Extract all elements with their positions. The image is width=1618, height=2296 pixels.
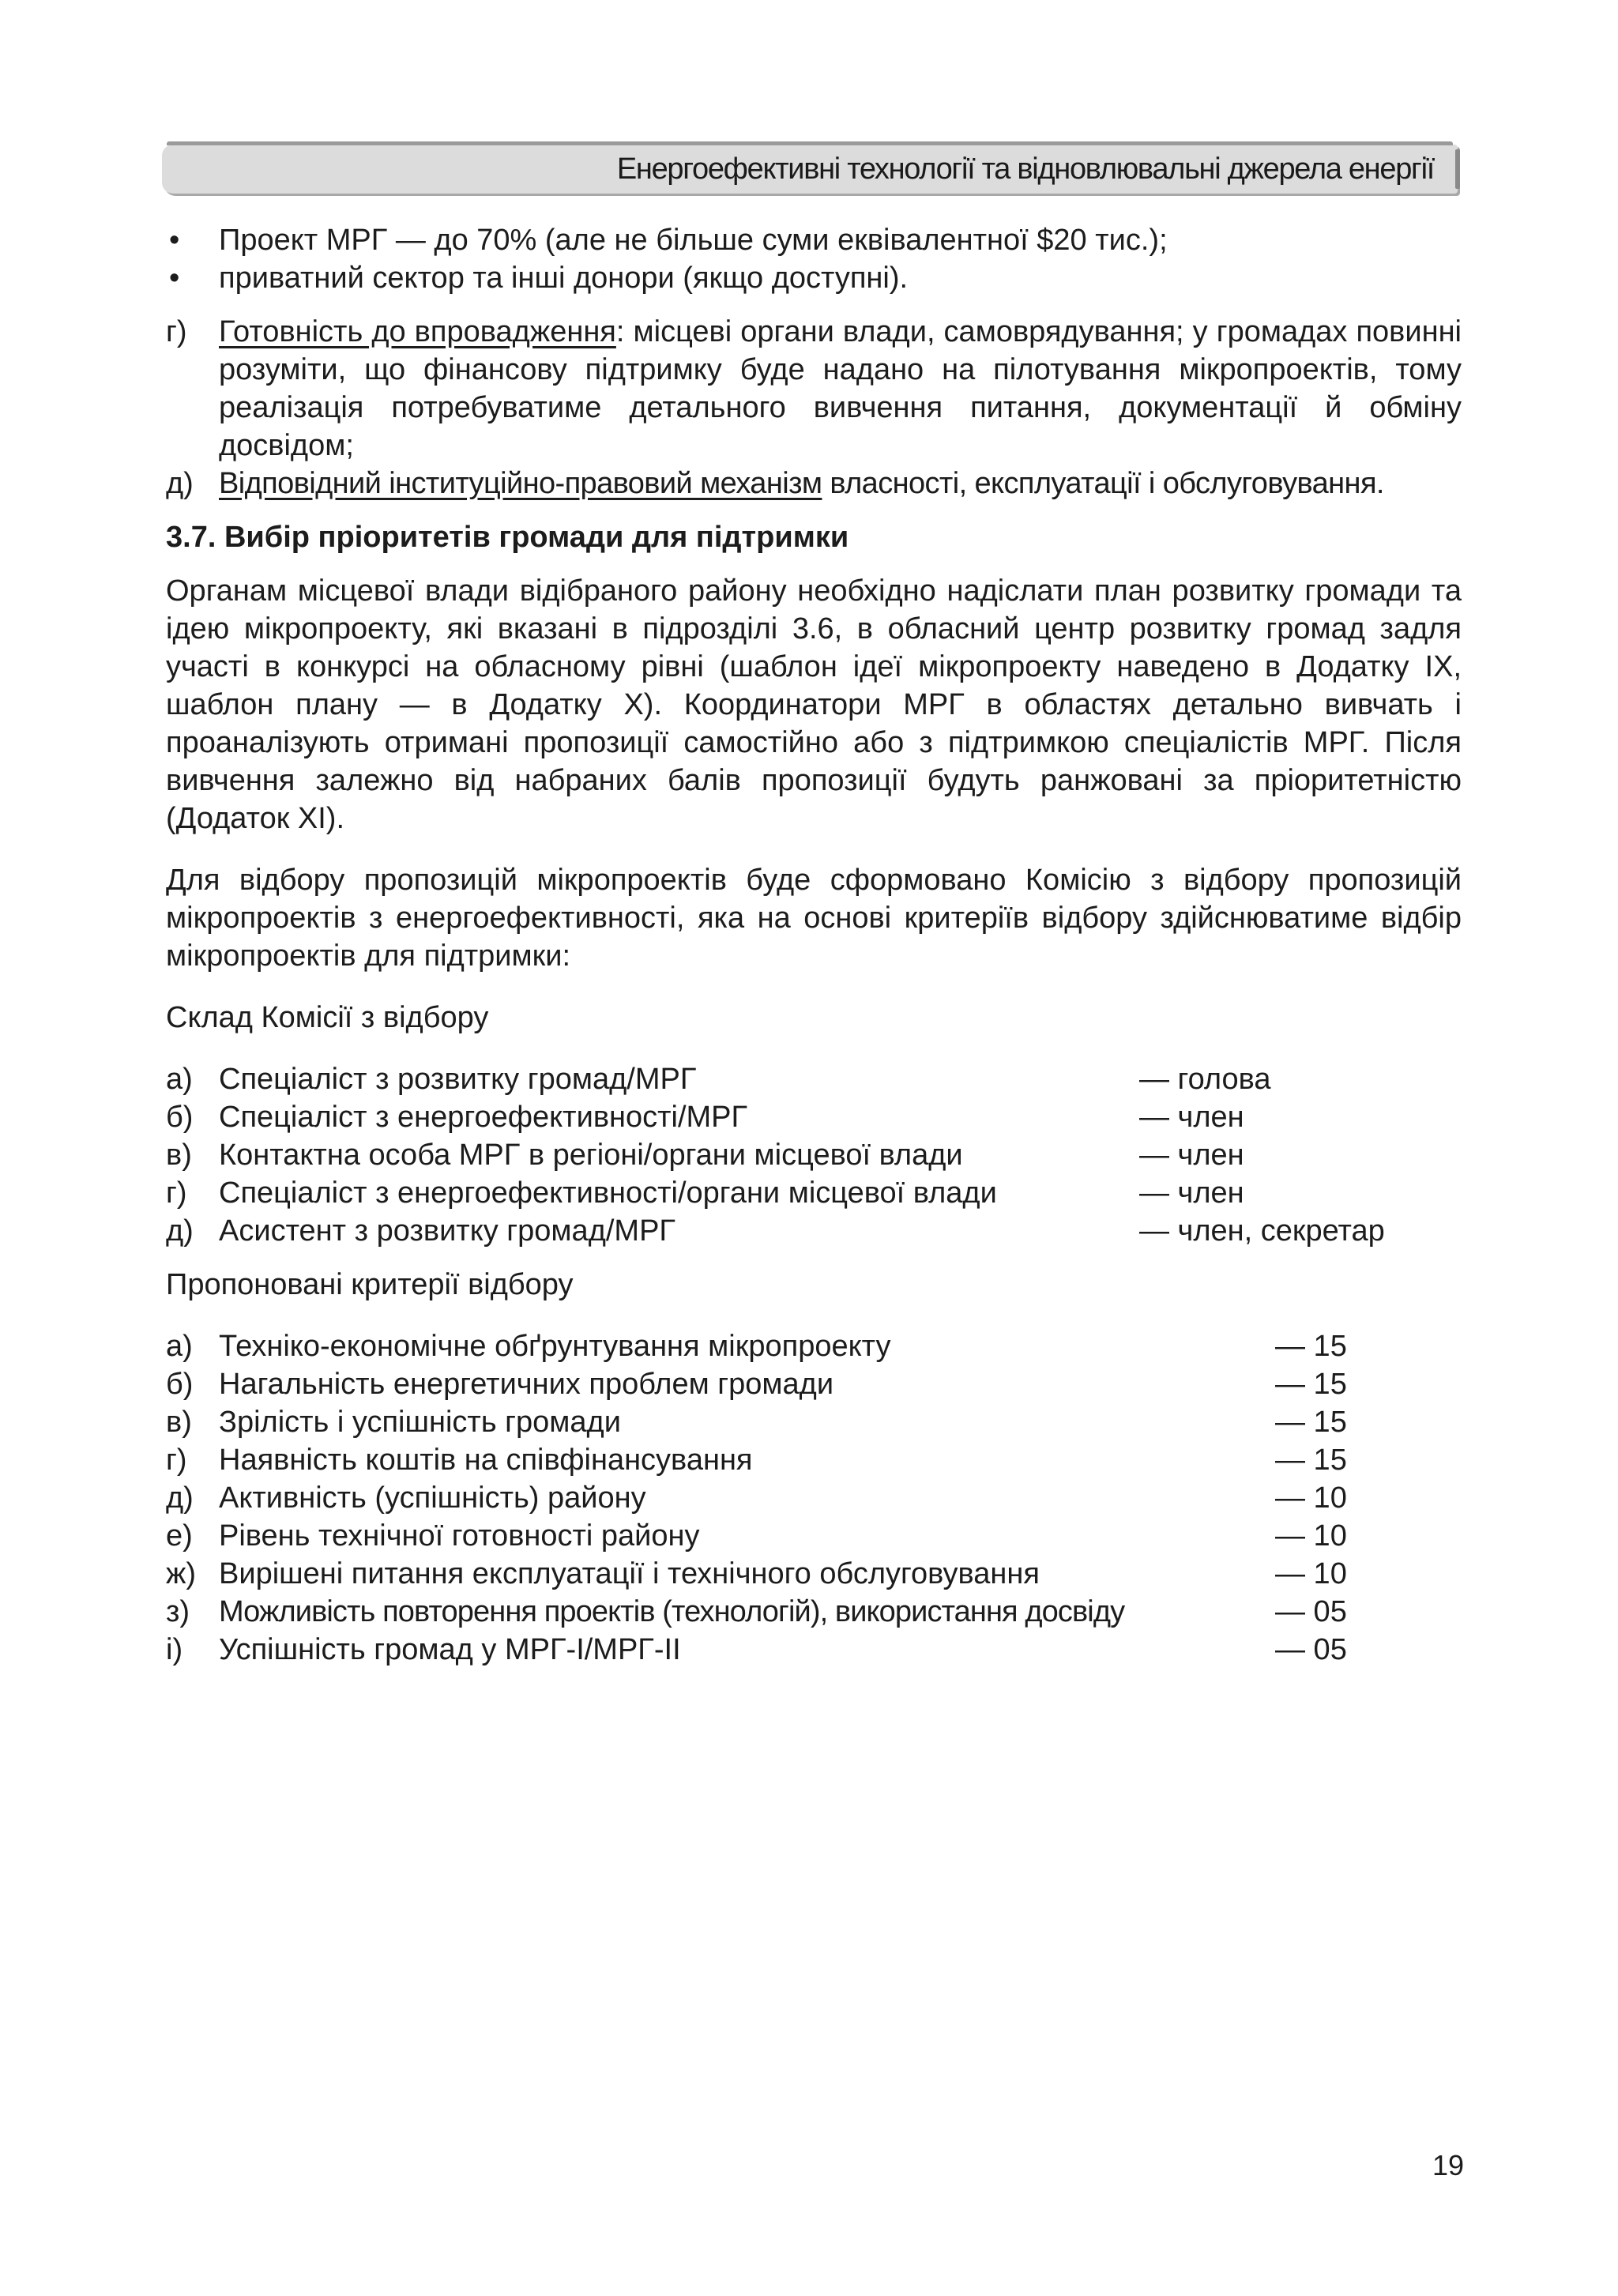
criteria-item <box>166 1517 1462 1555</box>
bullet-text: приватний сектор та інші донори (якщо доступні). <box>219 262 909 295</box>
member-role: — член <box>1139 1176 1244 1210</box>
list-marker: в) <box>166 1139 192 1172</box>
criteria-item <box>166 1441 1462 1479</box>
criteria-score: — 15 <box>1275 1368 1347 1401</box>
bullet-icon: • <box>169 262 180 295</box>
commission-title: Склад Комісії з відбору <box>166 1001 489 1034</box>
criteria-score: — 15 <box>1275 1330 1347 1363</box>
list-item-body: власності, експлуатації і обслуговування. <box>822 467 1384 500</box>
list-marker: з) <box>166 1595 190 1628</box>
list-marker: д) <box>166 467 194 500</box>
criteria-title: Пропоновані критерії відбору <box>166 1268 574 1301</box>
member-name: Асистент з розвитку громад/МРГ <box>219 1214 675 1248</box>
member-name: Спеціаліст з енергоефективності/органи місцевої влади <box>219 1176 997 1210</box>
list-marker: д) <box>166 1214 194 1248</box>
running-header <box>162 145 1458 194</box>
criteria-score: — 10 <box>1275 1519 1347 1553</box>
commission-member <box>166 1098 1462 1136</box>
bullet-item <box>166 221 1462 259</box>
commission-member <box>166 1060 1462 1098</box>
list-marker: а) <box>166 1063 193 1096</box>
criteria-score: — 05 <box>1275 1595 1347 1628</box>
list-marker: г) <box>166 1443 187 1477</box>
criteria-name: Зрілість і успішність громади <box>219 1406 621 1439</box>
criteria-score: — 10 <box>1275 1481 1347 1515</box>
list-marker: в) <box>166 1406 192 1439</box>
member-role: — член, секретар <box>1139 1214 1385 1248</box>
criteria-name: Вирішені питання експлуатації і технічного обслуговування <box>219 1557 1040 1590</box>
criteria-list <box>166 1327 1462 1669</box>
criteria-name: Рівень технічної готовності району <box>219 1519 700 1553</box>
criteria-name: Можливість повторення проектів (технологій), використання досвіду <box>219 1595 1125 1628</box>
list-marker: е) <box>166 1519 193 1553</box>
list-marker: г) <box>166 315 187 348</box>
criteria-item <box>166 1403 1462 1441</box>
page-number: 19 <box>1432 2149 1465 2181</box>
list-item-g <box>166 313 1462 465</box>
commission-member <box>166 1136 1462 1174</box>
list-marker: і) <box>166 1633 183 1666</box>
criteria-item <box>166 1593 1462 1631</box>
section-paragraph: Органам місцевої влади відібраного району необхідно надіслати план розвитку громади та ідею мікропроекту, які вказані в підрозділі 3.6, в обласний центр розвитку громад задля участі в конкурсі на обласному рівні (шаблон ідеї мікропроекту наведено в Додатку IX, шаблон плану — в Додатку X). Координатори МРГ в областях детально вивчать і проаналізують отримані пропозиції самостійно або з підтримкою спеціалістів МРГ. Після вивчення залежно від набраних балів пропозиції будуть ранжовані за пріоритетністю (Додаток XI). <box>166 574 1462 835</box>
criteria-score: — 05 <box>1275 1633 1347 1666</box>
list-marker: б) <box>166 1368 194 1401</box>
page-body <box>166 221 1462 1669</box>
list-marker: д) <box>166 1481 194 1515</box>
criteria-name: Активність (успішність) району <box>219 1481 646 1515</box>
running-header-title: Енергоефективні технології та відновлювальні джерела енергії <box>616 152 1434 186</box>
section-heading: 3.7. Вибір пріоритетів громади для підтримки <box>166 521 849 554</box>
commission-member <box>166 1212 1462 1250</box>
list-item-text <box>219 465 1462 502</box>
criteria-score: — 15 <box>1275 1406 1347 1439</box>
criteria-name: Техніко-економічне обґрунтування мікропроекту <box>219 1330 891 1363</box>
criteria-item <box>166 1555 1462 1593</box>
list-marker: ж) <box>166 1557 197 1590</box>
bullet-text: Проект МРГ — до 70% (але не більше суми еквівалентної $20 тис.); <box>219 224 1168 257</box>
member-role: — член <box>1139 1139 1244 1172</box>
criteria-item <box>166 1327 1462 1365</box>
member-role: — голова <box>1139 1063 1271 1096</box>
criteria-name: Наявність коштів на співфінансування <box>219 1443 753 1477</box>
criteria-item <box>166 1365 1462 1403</box>
commission-member <box>166 1174 1462 1212</box>
member-name: Контактна особа МРГ в регіоні/органи місцевої влади <box>219 1139 963 1172</box>
list-marker: б) <box>166 1101 194 1134</box>
member-name: Спеціаліст з енергоефективності/МРГ <box>219 1101 748 1134</box>
list-item-body: : місцеві органи влади, самоврядування; у громадах повинні розуміти, що фінансову підтримку буде надано на пілотування мікропроектів, тому реалізація потребуватиме детального вивчення питання, документації й обміну досвідом; <box>219 315 1462 462</box>
list-item-title: Відповідний інституційно-правовий механізм <box>219 467 822 500</box>
commission-list <box>166 1060 1462 1250</box>
criteria-name: Успішність громад у МРГ-І/МРГ-ІІ <box>219 1633 681 1666</box>
list-marker: а) <box>166 1330 193 1363</box>
criteria-item <box>166 1631 1462 1669</box>
member-name: Спеціаліст з розвитку громад/МРГ <box>219 1063 697 1096</box>
criteria-name: Нагальність енергетичних проблем громади <box>219 1368 834 1401</box>
criteria-score: — 10 <box>1275 1557 1347 1590</box>
criteria-item <box>166 1479 1462 1517</box>
list-item-d <box>166 465 1462 502</box>
bullet-icon: • <box>169 224 180 257</box>
section-paragraph: Для відбору пропозицій мікропроектів буде сформовано Комісію з відбору пропозицій мікропроектів з енергоефективності, яка на основі критеріїв відбору здійснюватиме відбір мікропроектів для підтримки: <box>166 864 1462 973</box>
list-item-title: Готовність до впровадження <box>219 315 616 348</box>
criteria-score: — 15 <box>1275 1443 1347 1477</box>
list-marker: г) <box>166 1176 187 1210</box>
list-item-text <box>219 313 1462 465</box>
bullet-item <box>166 259 1462 297</box>
member-role: — член <box>1139 1101 1244 1134</box>
